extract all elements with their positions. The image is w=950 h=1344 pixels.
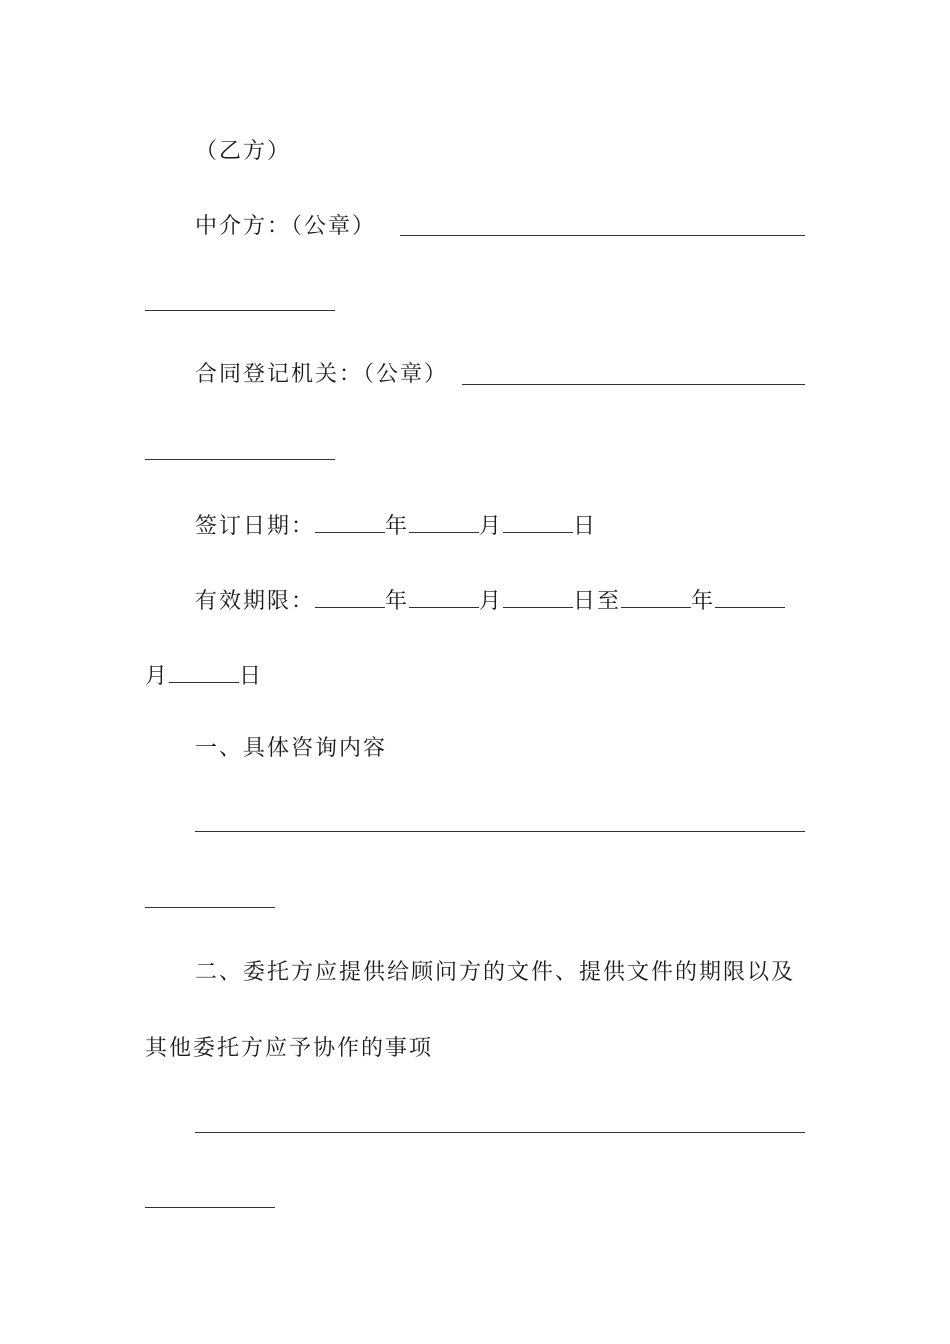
- section-2-content-blank-continued[interactable]: [145, 1207, 275, 1208]
- intermediary-label: 中介方：（公章）: [195, 214, 377, 239]
- registration-authority-label: 合同登记机关：（公章）: [195, 362, 449, 387]
- section-1-content-blank-continued[interactable]: [145, 907, 275, 908]
- validity-start-year-blank[interactable]: [315, 585, 385, 608]
- validity-start-month-blank[interactable]: [409, 585, 479, 608]
- signing-date-label: 签订日期：: [195, 514, 316, 539]
- signing-month-unit: 月: [479, 514, 504, 539]
- validity-end-month-blank[interactable]: [715, 585, 785, 608]
- section-2-title-line-1: 二、委托方应提供给顾问方的文件、提供文件的期限以及: [195, 960, 796, 985]
- section-2-title-line-2: 其他委托方应予协作的事项: [145, 1036, 434, 1061]
- party-b-label: （乙方）: [195, 139, 292, 164]
- section-1-content-blank[interactable]: [195, 831, 805, 832]
- signing-day-blank[interactable]: [503, 510, 573, 533]
- signing-month-blank[interactable]: [409, 510, 479, 533]
- registration-seal-blank-continued[interactable]: [145, 459, 335, 460]
- validity-start-year-unit: 年: [385, 589, 410, 614]
- validity-start-month-unit: 月: [479, 589, 504, 614]
- signing-date-row: [195, 510, 597, 540]
- signing-year-blank[interactable]: [315, 510, 385, 533]
- intermediary-seal-blank-continued[interactable]: [145, 310, 335, 311]
- section-1-title: 一、具体咨询内容: [195, 736, 388, 761]
- validity-end-day-blank[interactable]: [169, 660, 239, 683]
- validity-label: 有效期限：: [195, 589, 316, 614]
- validity-start-day-blank[interactable]: [503, 585, 573, 608]
- validity-end-year-unit: 年: [691, 589, 716, 614]
- intermediary-seal-blank[interactable]: [400, 235, 805, 236]
- signing-day-unit: 日: [573, 514, 598, 539]
- section-2-content-blank[interactable]: [195, 1132, 805, 1133]
- validity-day-to: 日至: [573, 589, 622, 614]
- validity-row: [195, 585, 785, 615]
- validity-end-month-unit: 月: [145, 664, 170, 689]
- registration-seal-blank[interactable]: [462, 384, 805, 385]
- validity-end-year-blank[interactable]: [621, 585, 691, 608]
- validity-end-day-unit: 日: [239, 664, 264, 689]
- validity-row-continued: [145, 660, 263, 690]
- signing-year-unit: 年: [385, 514, 410, 539]
